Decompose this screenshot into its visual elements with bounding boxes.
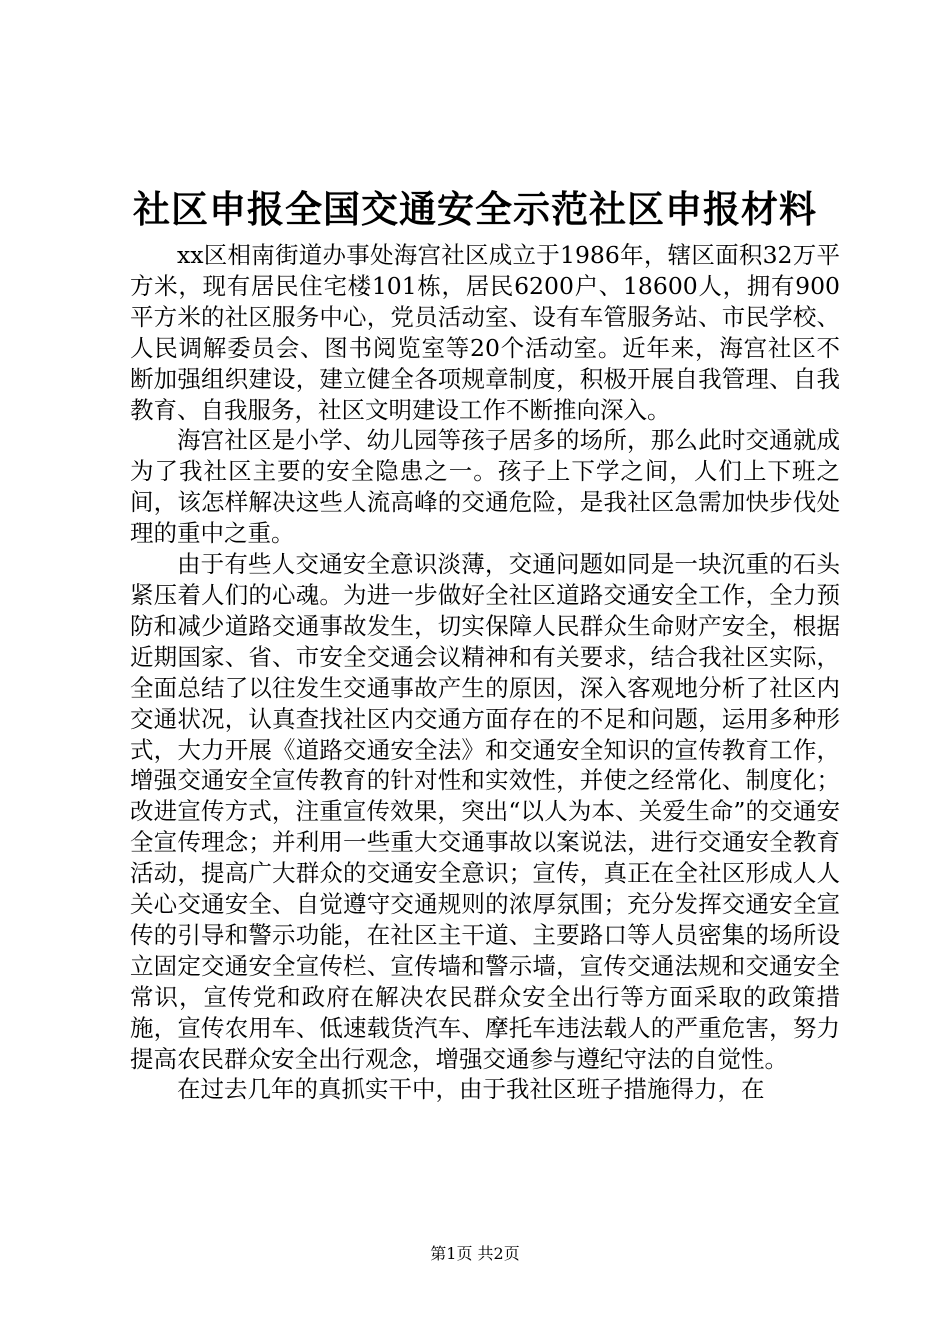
document-body (130, 240, 840, 1105)
document-title: 社区申报全国交通安全示范社区申报材料 (133, 187, 817, 231)
paragraph-results: 在过去几年的真抓实干中，由于我社区班子措施得力，在 (177, 1075, 765, 1104)
paragraph-intro: xx区相南街道办事处海宫社区成立于1986年，辖区面积32万平方米，现有居民住宅楼101栋，居民6200户、18600人，拥有900平方米的社区服务中心，党员活动室、设有车管服务站、市民学校、人民调解委员会、图书阅览室等20个活动室。近年来，海宫社区不断加强组织建设，建立健全各项规章制度，积极开展自我管理、自我教育、自我服务，社区文明建设工作不断推向深入。 (130, 241, 840, 424)
paragraph-safety-hazard: 海宫社区是小学、幼儿园等孩子居多的场所，那么此时交通就成为了我社区主要的安全隐患之一。孩子上下学之间，人们上下班之间，该怎样解决这些人流高峰的交通危险，是我社区急需加快步伐处理的重中之重。 (130, 426, 840, 548)
page-footer: 第1页 共2页 (430, 1244, 520, 1263)
paragraph-measures: 由于有些人交通安全意识淡薄，交通问题如同是一块沉重的石头紧压着人们的心魂。为进一步做好全社区道路交通安全工作，全力预防和减少道路交通事故发生，切实保障人民群众生命财产安全，根据近期国家、省、市安全交通会议精神和有关要求，结合我社区实际，全面总结了以往发生交通事故产生的原因，深入客观地分析了社区内交通状况，认真查找社区内交通方面存在的不足和问题，运用多种形式，大力开展《道路交通安全法》和交通安全知识的宣传教育工作，增强交通安全宣传教育的针对性和实效性，并使之经常化、制度化；改进宣传方式，注重宣传效果，突出“以人为本、关爱生命”的交通安全宣传理念；并利用一些重大交通事故以案说法，进行交通安全教育活动，提高广大群众的交通安全意识；宣传，真正在全社区形成人人关心交通安全、自觉遵守交通规则的浓厚氛围；充分发挥交通安全宣传的引导和警示功能，在社区主干道、主要路口等人员密集的场所设立固定交通安全宣传栏、宣传墙和警示墙，宣传交通法规和交通安全常识，宣传党和政府在解决农民群众安全出行等方面采取的政策措施，宣传农用车、低速载货汽车、摩托车违法载人的严重危害，努力提高农民群众安全出行观念，增强交通参与遵纪守法的自觉性。 (130, 550, 840, 1073)
